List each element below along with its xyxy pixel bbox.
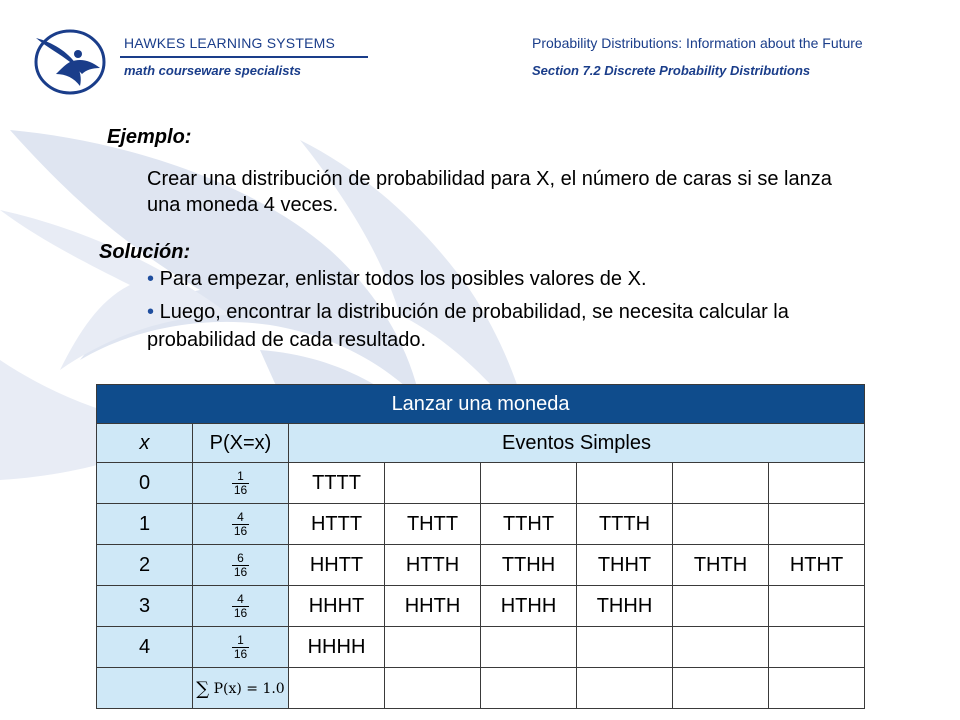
event-cell [769,627,865,668]
section-title: Section 7.2 Discrete Probability Distributions [532,63,811,78]
example-text: Crear una distribución de probabilidad para X, el número de caras si se lanza una moneda 4 veces. [147,168,832,216]
bullet-icon: • [147,301,155,323]
event-cell [385,668,481,709]
course-title: Probability Distributions: Information about the Future [532,35,863,51]
event-cell: TTTT [289,463,385,504]
event-cell [673,627,769,668]
event-cell: HHTH [385,586,481,627]
table-title: Lanzar una moneda [97,385,865,424]
event-cell: THHT [577,545,673,586]
event-cell: HTHH [481,586,577,627]
example-heading: Ejemplo: [107,126,192,148]
column-header-events: Eventos Simples [289,424,865,463]
probability-fraction: $\frac{4}{16}$ [193,504,289,545]
coin-toss-table [96,384,865,709]
event-cell: TTHT [481,504,577,545]
brand-tagline: math courseware specialists [124,63,302,78]
probability-fraction: $\frac{1}{16}$ [193,627,289,668]
x-value: 3 [97,586,193,627]
sum-row [97,668,865,709]
event-cell: THTT [385,504,481,545]
event-cell: HTTH [385,545,481,586]
event-cell [673,463,769,504]
probability-fraction: $\frac{6}{16}$ [193,545,289,586]
event-cell: HHHH [289,627,385,668]
event-cell [673,668,769,709]
solution-bullet-text: Para empezar, enlistar todos los posibles valores de X. [159,268,647,290]
event-cell [385,463,481,504]
x-value: 1 [97,504,193,545]
solution-heading: Solución: [99,241,191,263]
bullet-icon: • [147,268,155,290]
event-cell [577,627,673,668]
event-cell: THHH [577,586,673,627]
solution-bullet-text: Luego, encontrar la distribución de probabilidad, se necesita calcular la probabilidad de cada resultado. [147,301,789,351]
event-cell: HTHT [769,545,865,586]
brand-name: HAWKES LEARNING SYSTEMS [124,35,336,51]
probability-fraction: $\frac{1}{16}$ [193,463,289,504]
table-row [97,545,865,586]
event-cell [769,668,865,709]
event-cell: HHHT [289,586,385,627]
table-header-row [97,424,865,463]
event-cell [385,627,481,668]
column-header-x: x [97,424,193,463]
event-cell [481,668,577,709]
x-value: 2 [97,545,193,586]
x-value: 4 [97,627,193,668]
table-row [97,504,865,545]
event-cell: HTTT [289,504,385,545]
table-row [97,463,865,504]
event-cell [577,668,673,709]
event-cell [481,627,577,668]
sum-expression: ∑ P(x) = 1.0 [193,668,289,709]
solution-bullet [147,268,647,291]
probability-fraction: $\frac{4}{16}$ [193,586,289,627]
event-cell [769,504,865,545]
event-cell [769,463,865,504]
event-cell [481,463,577,504]
event-cell [769,586,865,627]
event-cell [673,504,769,545]
event-cell: HHTT [289,545,385,586]
x-value: 0 [97,463,193,504]
table-row [97,586,865,627]
event-cell [673,586,769,627]
table-row [97,627,865,668]
solution-bullet [147,298,867,354]
sum-row-x-cell [97,668,193,709]
event-cell [577,463,673,504]
event-cell: TTTH [577,504,673,545]
event-cell [289,668,385,709]
event-cell: THTH [673,545,769,586]
event-cell: TTHH [481,545,577,586]
column-header-probability: P(X=x) [193,424,289,463]
